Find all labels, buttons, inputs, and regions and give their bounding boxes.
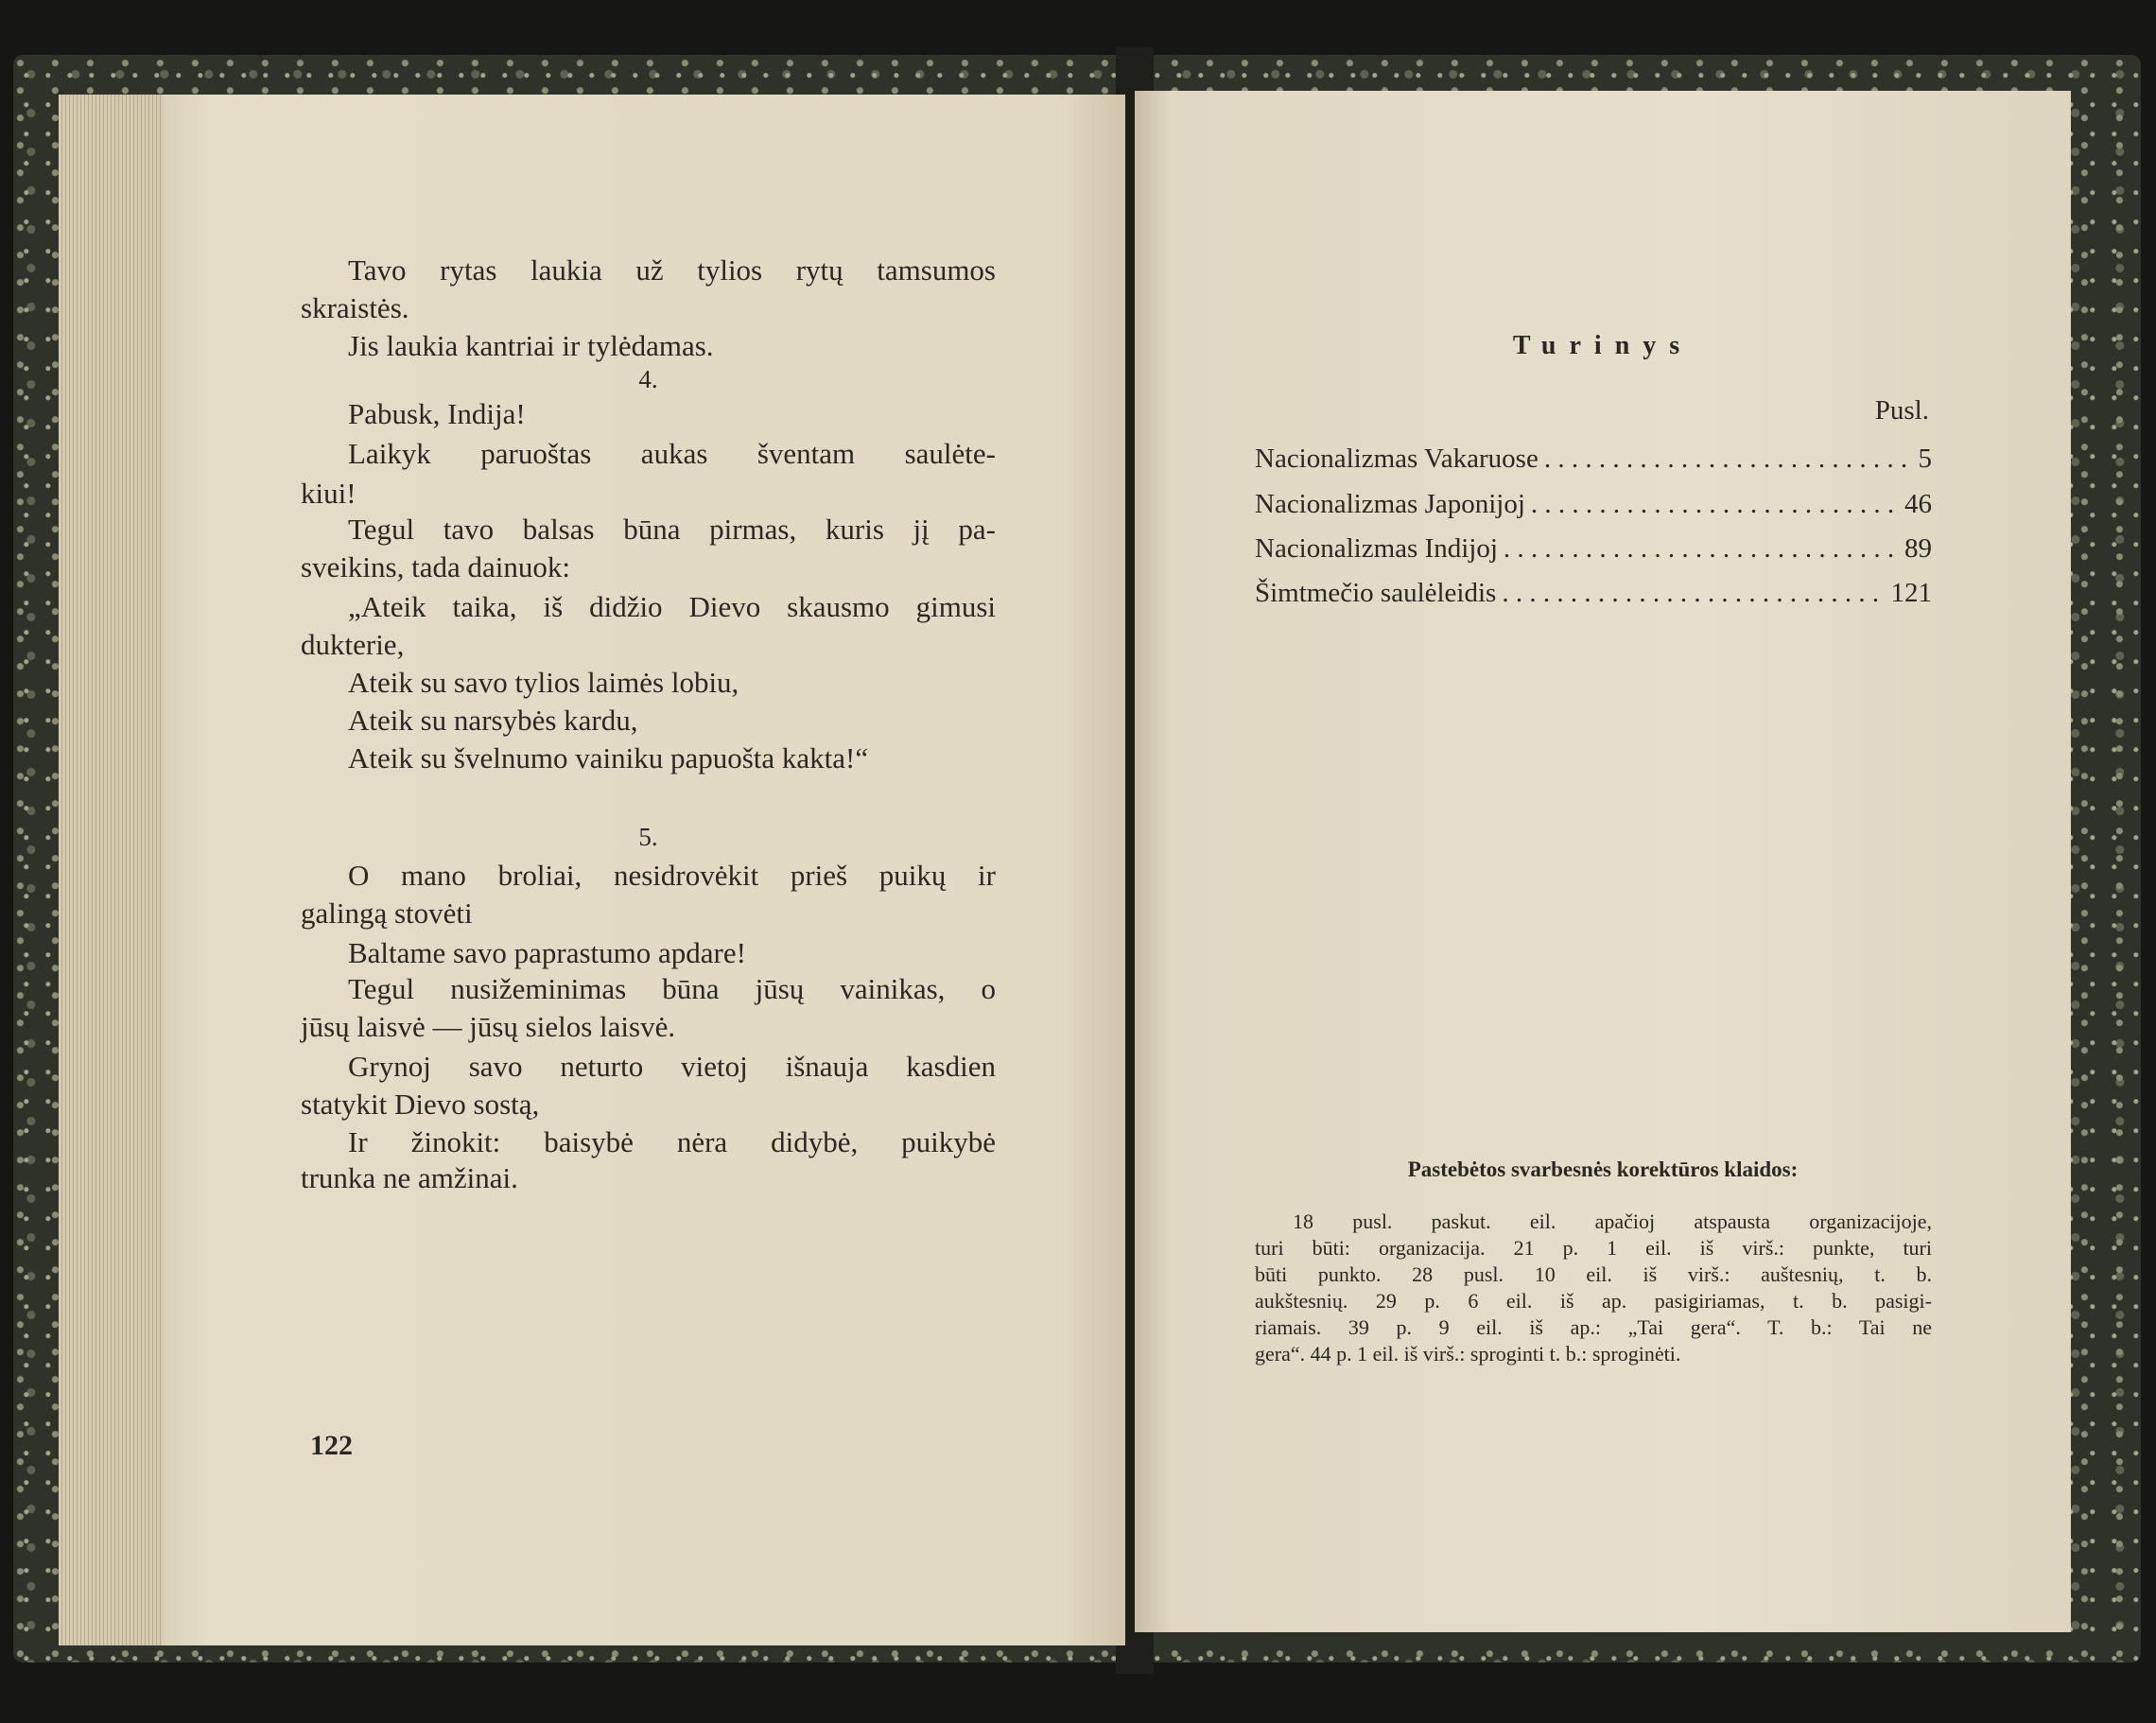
errata-text: [1255, 1209, 1932, 1367]
text-line: statykit Dievo sostą,: [301, 1088, 540, 1121]
toc-entry-page: 89: [1904, 533, 1932, 564]
text-line: Ateik su savo tylios laimės lobiu,: [348, 666, 739, 699]
text-line: Ir žinokit: baisybė nėra didybė, puikybė: [348, 1125, 996, 1158]
toc-entry: [1255, 579, 1932, 609]
toc-entry-title: Nacionalizmas Japonijoj: [1255, 489, 1525, 519]
toc-entry: [1255, 490, 1932, 520]
toc-entry-title: Nacionalizmas Indijoj: [1255, 533, 1498, 564]
toc-entry: [1255, 534, 1932, 565]
text-line: trunka ne amžinai.: [301, 1161, 518, 1194]
leader-dots: [1502, 579, 1885, 609]
text-line: Tegul nusižeminimas būna jūsų vainikas, o: [348, 972, 996, 1005]
text-line: skraistės.: [301, 291, 409, 324]
toc-entry-page: 121: [1890, 578, 1932, 608]
section-number: 4.: [638, 365, 658, 393]
toc-entry-page: 46: [1904, 489, 1932, 519]
text-line: dukterie,: [301, 628, 405, 661]
text-line: Tavo rytas laukia už tylios rytų tamsumos: [348, 253, 996, 287]
text-line: Grynoj savo neturto vietoj išnauja kasdien: [348, 1050, 996, 1083]
toc-entry-title: Nacionalizmas Vakaruose: [1255, 444, 1539, 474]
page-number: 122: [310, 1430, 353, 1461]
errata-line: gera“. 44 p. 1 eil. iš virš.: sproginti t. b.: sproginėti.: [1255, 1342, 1681, 1366]
leader-dots: [1531, 490, 1899, 520]
text-line: Pabusk, Indija!: [348, 397, 526, 430]
text-line: kiui!: [301, 477, 356, 510]
text-line: galingą stovėti: [301, 896, 473, 930]
toc-entry-page: 5: [1918, 444, 1932, 474]
toc-title: Turinys: [1512, 331, 1694, 360]
text-line: Ateik su narsybės kardu,: [348, 704, 638, 737]
text-line: Baltame savo paprastumo apdare!: [348, 936, 746, 969]
errata-line: aukštesnių. 29 p. 6 eil. iš ap. pasigiriamas, t. b. pasigi-: [1255, 1289, 1932, 1313]
text-line: „Ateik taika, iš didžio Dievo skausmo gimusi: [348, 590, 996, 623]
page-edges: [59, 95, 163, 1645]
leader-dots: [1504, 534, 1899, 565]
errata-line: 18 pusl. paskut. eil. apačioj atspausta organizacijoje,: [1293, 1210, 1932, 1233]
errata-line: turi būti: organizacija. 21 p. 1 eil. iš virš.: punkte, turi: [1255, 1236, 1932, 1260]
text-line: sveikins, tada dainuok:: [301, 550, 570, 583]
text-line: Ateik su švelnumo vainiku papuošta kakta!“: [348, 741, 869, 774]
text-line: Laikyk paruoštas aukas šventam saulėte-: [348, 437, 996, 470]
text-line: Jis laukia kantriai ir tylėdamas.: [348, 329, 714, 362]
errata-title: Pastebėtos svarbesnės korektūros klaidos:: [1407, 1157, 1799, 1181]
text-line: O mano broliai, nesidrovėkit prieš puikų ir: [348, 859, 996, 892]
errata-line: būti punkto. 28 pusl. 10 eil. iš virš.: auštesnių, t. b.: [1255, 1262, 1932, 1286]
toc-entry: [1255, 444, 1932, 475]
text-line: jūsų laisvė — jūsų sielos laisvė.: [301, 1010, 676, 1043]
section-number: 5.: [638, 823, 658, 851]
right-page: [1135, 91, 2071, 1632]
toc-entry-title: Šimtmečio saulėleidis: [1255, 578, 1497, 608]
errata-line: riamais. 39 p. 9 eil. iš ap.: „Tai gera“. T. b.: Tai ne: [1255, 1315, 1932, 1339]
text-line: Tegul tavo balsas būna pirmas, kuris jį pa-: [348, 513, 996, 546]
toc-page-header: Pusl.: [1874, 395, 1929, 426]
leader-dots: [1544, 444, 1913, 475]
